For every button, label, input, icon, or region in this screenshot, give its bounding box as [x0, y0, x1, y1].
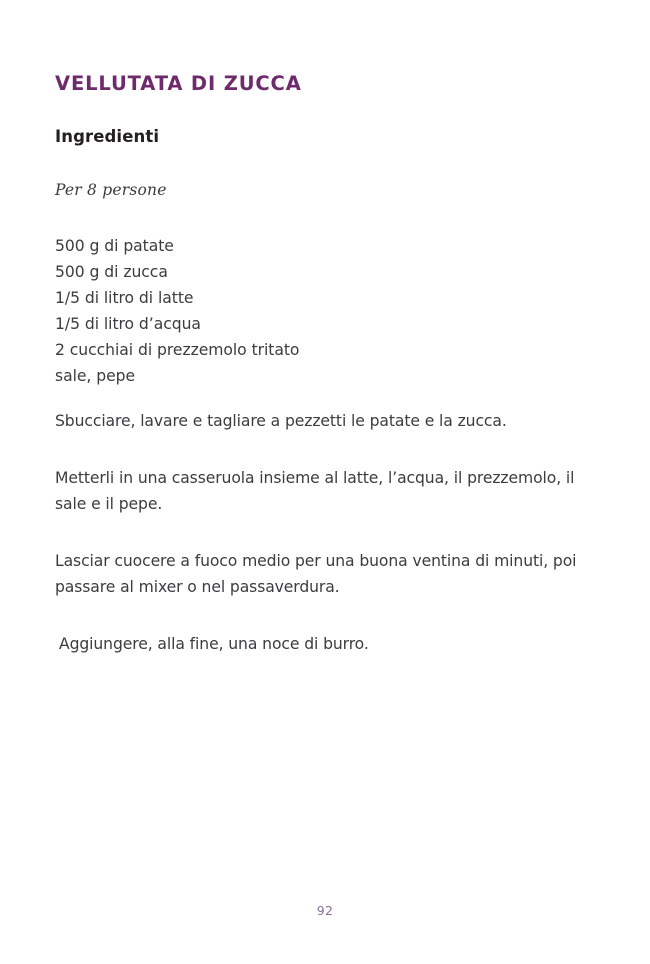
step-paragraph: Aggiungere, alla fine, una noce di burro. [59, 634, 369, 653]
page-title: VELLUTATA DI ZUCCA [55, 72, 302, 95]
ingredients-list [55, 233, 299, 389]
list-item: 1/5 di litro d’acqua [55, 315, 201, 333]
page-number: 92 [316, 903, 334, 918]
step-paragraph: Metterli in una casseruola insieme al latte, l’acqua, il prezzemolo, il sale e il pepe. [55, 468, 575, 513]
list-item: 2 cucchiai di prezzemolo tritato [55, 341, 300, 359]
list-item: 1/5 di litro di latte [55, 289, 194, 307]
servings-note: Per 8 persone [55, 181, 167, 199]
list-item: 500 g di patate [55, 237, 174, 255]
preparation-steps [55, 408, 593, 683]
list-item: sale, pepe [55, 367, 136, 385]
step-paragraph: Lasciar cuocere a fuoco medio per una buona ventina di minuti, poi passare al mixer o nel passaverdura. [55, 551, 577, 596]
step-paragraph: Sbucciare, lavare e tagliare a pezzetti le patate e la zucca. [55, 412, 507, 430]
list-item: 500 g di zucca [55, 263, 168, 281]
ingredients-heading: Ingredienti [55, 127, 160, 146]
